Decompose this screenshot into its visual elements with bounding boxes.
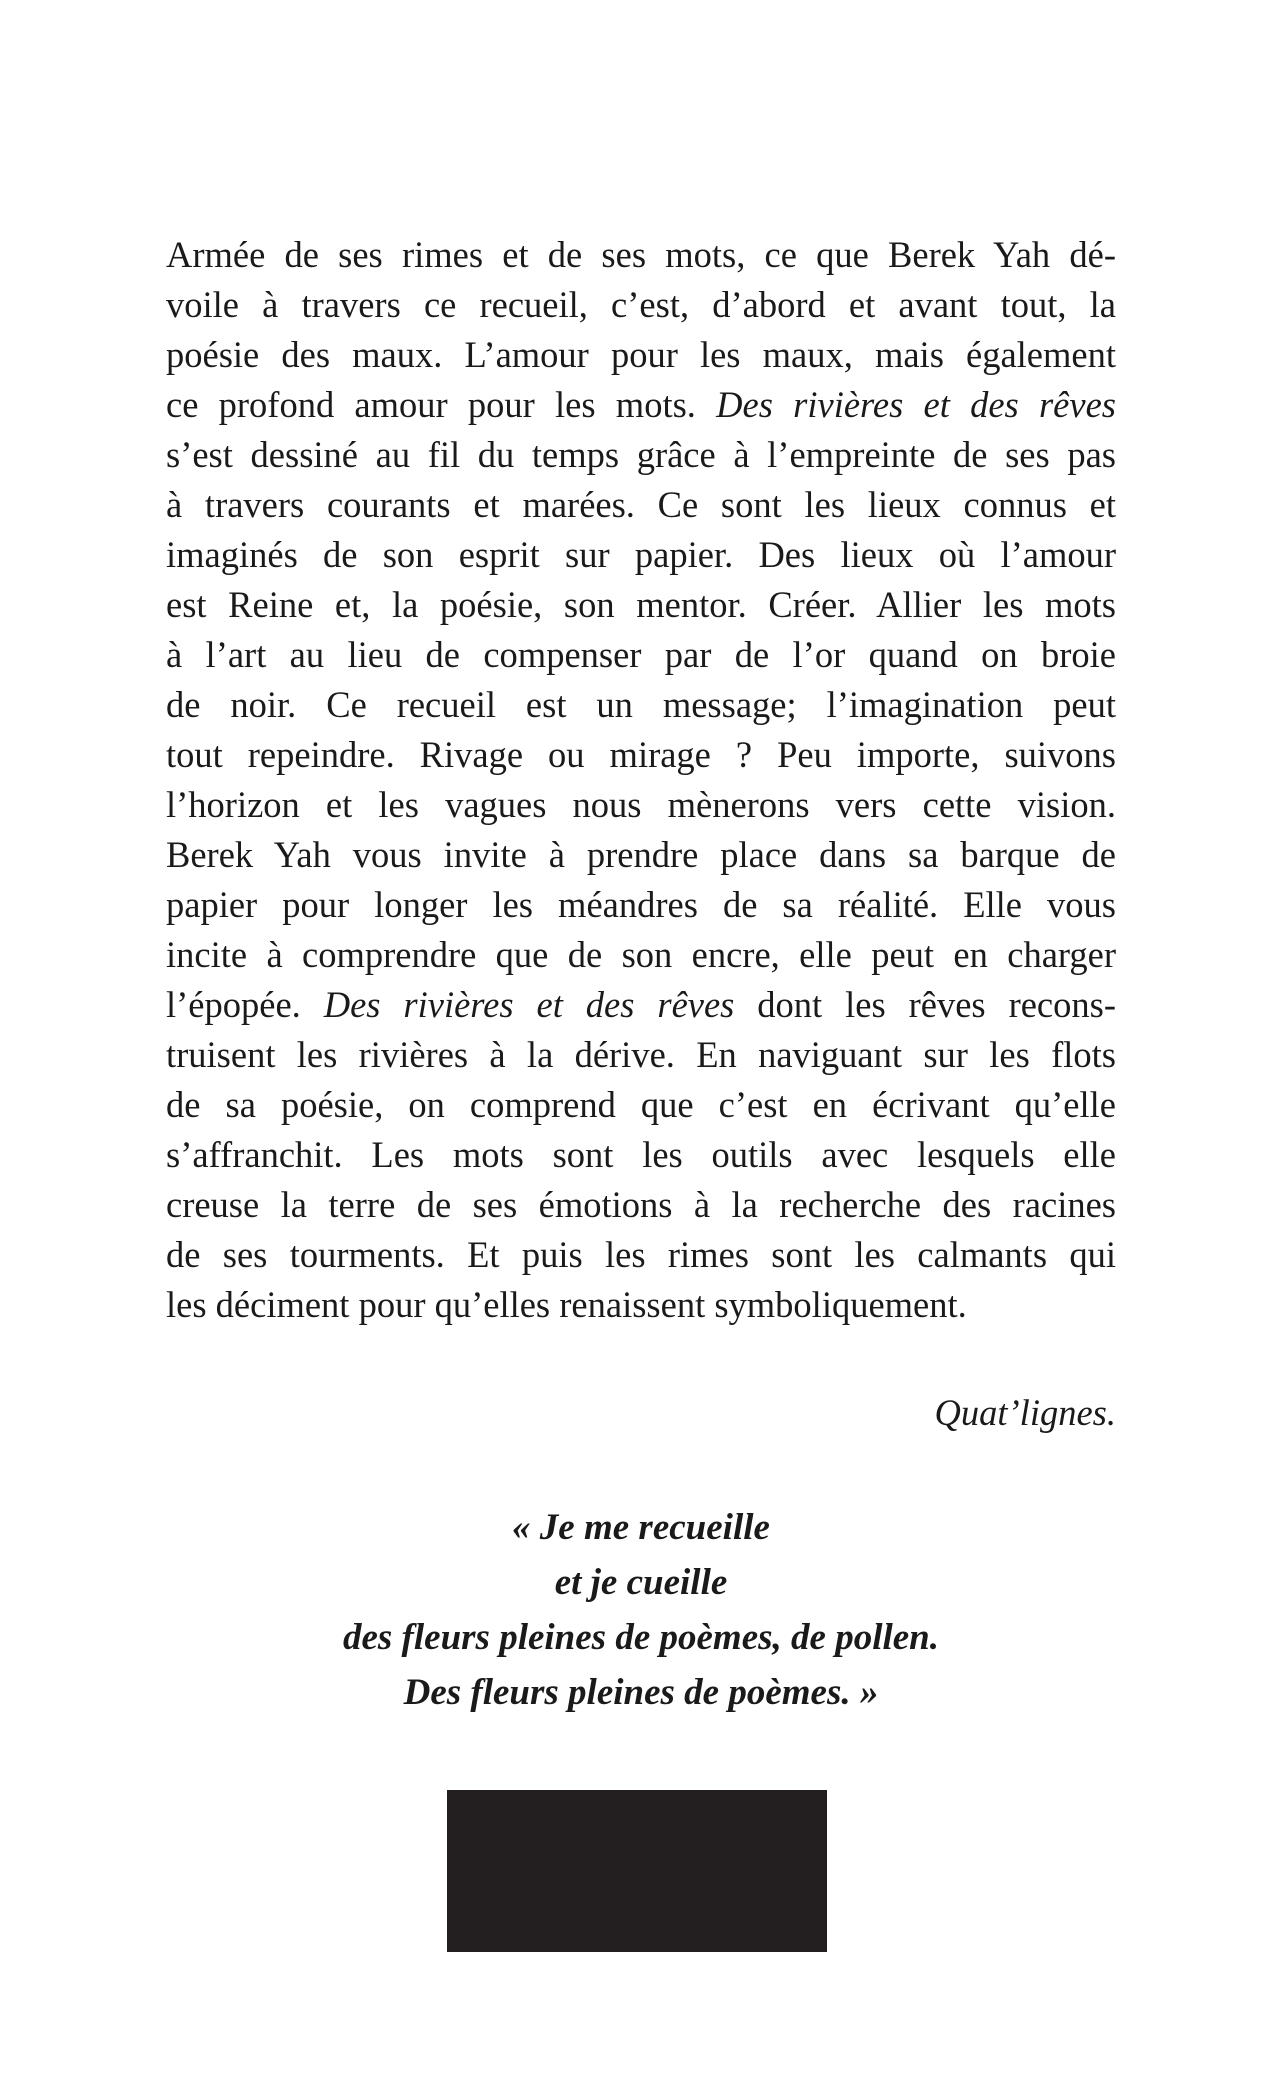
- barcode-placeholder-box: [447, 1790, 827, 1952]
- blurb-line: s’est dessiné au fil du temps grâce à l’empreinte de ses pas: [166, 434, 1116, 475]
- blurb-line: l’horizon et les vagues nous mènerons vers cette vision.: [166, 784, 1116, 825]
- blurb-line: s’affranchit. Les mots sont les outils avec lesquels elle: [166, 1134, 1116, 1175]
- blurb-paragraph: [166, 230, 1116, 1330]
- blurb-line: papier pour longer les méandres de sa réalité. Elle vous: [166, 884, 1116, 925]
- blurb-line: à travers courants et marées. Ce sont les lieux connus et: [166, 484, 1116, 525]
- author-signature: Quat’lignes.: [934, 1392, 1116, 1433]
- epigraph-line: des fleurs pleines de poèmes, de pollen.: [342, 1617, 940, 1658]
- epigraph-quote: [166, 1500, 1116, 1720]
- book-title-italic: Des rivières et des rêves: [716, 384, 1116, 425]
- blurb-line: de sa poésie, on comprend que c’est en écrivant qu’elle: [166, 1084, 1116, 1125]
- blurb-line: ce profond amour pour les mots. Des rivières et des rêves: [166, 384, 1116, 425]
- epigraph-line: « Je me recueille: [512, 1507, 770, 1548]
- blurb-line: Armée de ses rimes et de ses mots, ce que Berek Yah dé-: [166, 234, 1116, 275]
- book-title-italic: Des rivières et des rêves: [323, 984, 735, 1025]
- blurb-line: de noir. Ce recueil est un message; l’imagination peut: [166, 684, 1116, 725]
- blurb-line: imaginés de son esprit sur papier. Des lieux où l’amour: [166, 534, 1116, 575]
- epigraph-line: et je cueille: [554, 1562, 728, 1603]
- blurb-line: poésie des maux. L’amour pour les maux, mais également: [166, 334, 1116, 375]
- epigraph-line: Des fleurs pleines de poèmes. »: [403, 1672, 879, 1713]
- blurb-line: creuse la terre de ses émotions à la recherche des racines: [166, 1184, 1116, 1225]
- blurb-line: est Reine et, la poésie, son mentor. Créer. Allier les mots: [166, 584, 1116, 625]
- blurb-line: incite à comprendre que de son encre, elle peut en charger: [166, 934, 1116, 975]
- blurb-line: les déciment pour qu’elles renaissent symboliquement.: [166, 1284, 967, 1325]
- blurb-line: l’épopée. Des rivières et des rêves dont les rêves recons-: [166, 984, 1116, 1025]
- blurb-line: Berek Yah vous invite à prendre place dans sa barque de: [166, 834, 1116, 875]
- blurb-line: truisent les rivières à la dérive. En naviguant sur les flots: [166, 1034, 1116, 1075]
- blurb-line: de ses tourments. Et puis les rimes sont les calmants qui: [166, 1234, 1116, 1275]
- blurb-line: tout repeindre. Rivage ou mirage ? Peu importe, suivons: [166, 734, 1116, 775]
- blurb-line: à l’art au lieu de compenser par de l’or quand on broie: [166, 634, 1116, 675]
- blurb-line: voile à travers ce recueil, c’est, d’abord et avant tout, la: [166, 284, 1116, 325]
